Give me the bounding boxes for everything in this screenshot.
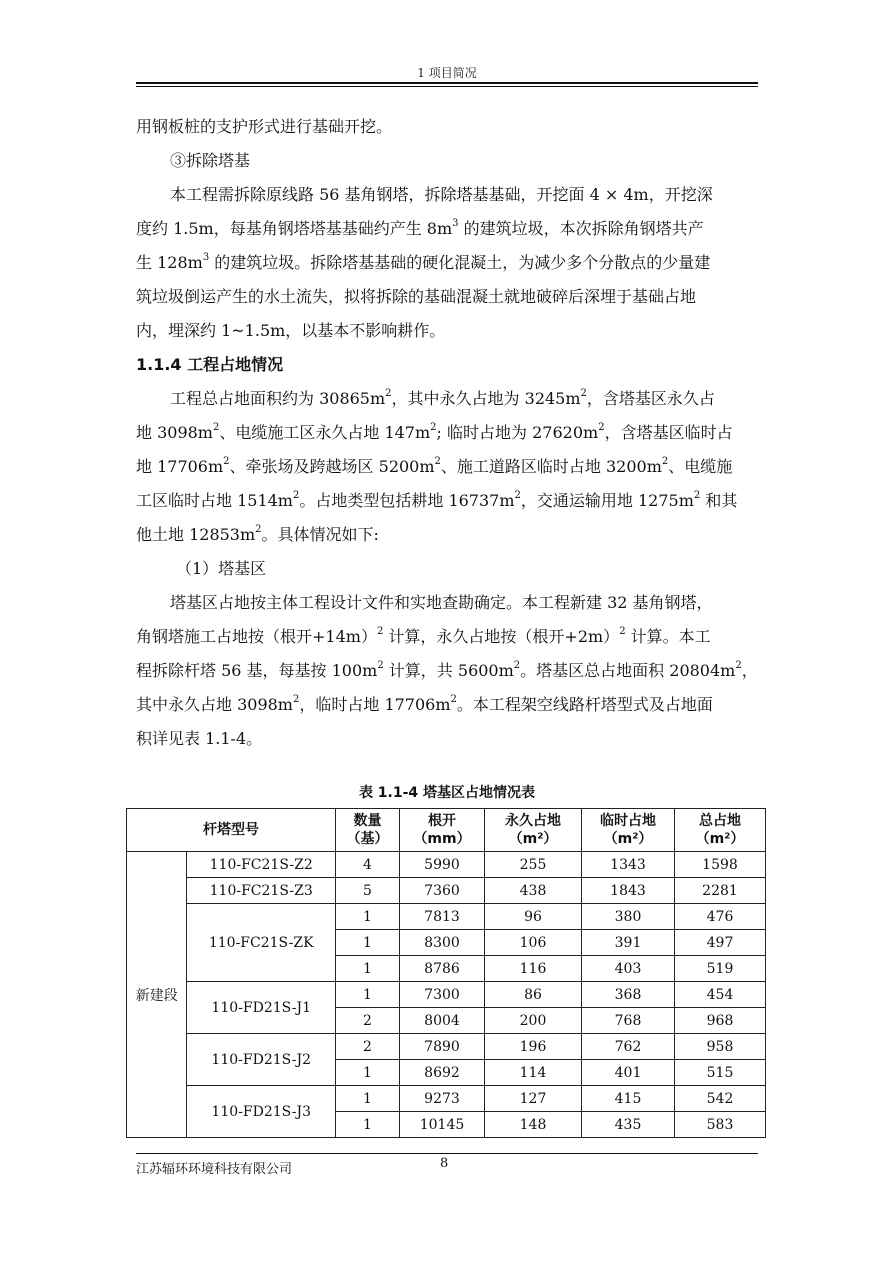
table-row [127, 1086, 766, 1112]
cell-perm: 96 [485, 904, 582, 930]
cell-total: 454 [675, 982, 766, 1008]
col-header-total: 总占地 （m²） [675, 809, 766, 852]
cell-temp: 1843 [582, 878, 675, 904]
footer-company: 江苏辐环环境科技有限公司 [136, 1162, 293, 1177]
cell-count: 1 [336, 1060, 400, 1086]
cell-total: 519 [675, 956, 766, 982]
header-rule-thick [136, 82, 758, 84]
cell-count: 2 [336, 1034, 400, 1060]
cell-span: 10145 [400, 1112, 485, 1138]
col-header-type: 杆塔型号 [127, 809, 336, 852]
cell-span: 8786 [400, 956, 485, 982]
table-body [127, 852, 766, 1138]
footer-rule [136, 1153, 758, 1154]
cell-temp: 380 [582, 904, 675, 930]
cell-count: 1 [336, 904, 400, 930]
cell-perm: 106 [485, 930, 582, 956]
cell-total: 958 [675, 1034, 766, 1060]
paragraph: 积详见表 1.1-4。 [136, 729, 263, 748]
cell-count: 5 [336, 878, 400, 904]
cell-total: 497 [675, 930, 766, 956]
paragraph: 内，埋深约 1~1.5m，以基本不影响耕作。 [136, 321, 446, 340]
cell-perm: 200 [485, 1008, 582, 1034]
tower-area-table [126, 808, 766, 1138]
cell-span: 9273 [400, 1086, 485, 1112]
cell-total: 1598 [675, 852, 766, 878]
paragraph: 地 $17706m^2$、牵张场及跨越场区 $5200m^2$、施工道路区临时占地 $3200m^2$、电缆施 [136, 455, 733, 476]
paragraph: 度约 1.5m，每基角钢塔塔基基础约产生 $8m^3$ 的建筑垃圾，本次拆除角钢塔共产 [136, 217, 704, 238]
cell-total: 583 [675, 1112, 766, 1138]
subheading-tower-area: （1）塔基区 [176, 559, 267, 578]
table-row [127, 878, 766, 904]
paragraph: 生 $128m^3$ 的建筑垃圾。拆除塔基基础的硬化混凝土，为减少多个分散点的少量建 [136, 251, 711, 272]
paragraph: 工程总占地面积约为 $30865m^2$，其中永久占地为 $3245m^2$，含塔基区永久占 [170, 387, 715, 408]
subheading-demolish: ③拆除塔基 [170, 151, 251, 170]
cell-total: 2281 [675, 878, 766, 904]
running-header: 1 项目简况 [417, 66, 477, 80]
cell-perm: 116 [485, 956, 582, 982]
col-header-span: 根开 （mm） [400, 809, 485, 852]
cell-span: 7890 [400, 1034, 485, 1060]
col-header-count: 数量 （基） [336, 809, 400, 852]
table-row [127, 1034, 766, 1060]
cell-perm: 196 [485, 1034, 582, 1060]
table-caption: 表 1.1-4 塔基区占地情况表 [358, 785, 536, 801]
cell-temp: 768 [582, 1008, 675, 1034]
cell-perm: 255 [485, 852, 582, 878]
cell-span: 8300 [400, 930, 485, 956]
section-heading: 1.1.4 工程占地情况 [136, 355, 284, 374]
cell-span: 7813 [400, 904, 485, 930]
paragraph: 用钢板桩的支护形式进行基础开挖。 [136, 117, 393, 136]
paragraph: 筑垃圾倒运产生的水土流失，拟将拆除的基础混凝土就地破碎后深埋于基础占地 [136, 287, 697, 306]
cell-perm: 127 [485, 1086, 582, 1112]
paragraph: 本工程需拆除原线路 56 基角钢塔，拆除塔基基础，开挖面 4 × 4m，开挖深 [170, 185, 713, 204]
cell-count: 2 [336, 1008, 400, 1034]
cell-span: 8004 [400, 1008, 485, 1034]
cell-temp: 415 [582, 1086, 675, 1112]
cell-count: 1 [336, 1112, 400, 1138]
cell-temp: 403 [582, 956, 675, 982]
table-row [127, 904, 766, 930]
cell-count: 1 [336, 956, 400, 982]
cell-perm: 148 [485, 1112, 582, 1138]
paragraph: 他土地 $12853m^2$。具体情况如下: [136, 523, 379, 544]
paragraph: 角钢塔施工占地按（根开+14m）$^2$ 计算，永久占地按（根开+2m）$^2$ 计算。本工 [136, 625, 711, 646]
cell-temp: 368 [582, 982, 675, 1008]
table-row [127, 852, 766, 878]
col-header-perm: 永久占地 （m²） [485, 809, 582, 852]
cell-total: 968 [675, 1008, 766, 1034]
header-rule-thin [136, 86, 758, 87]
tower-type-cell: 110-FD21S-J2 [187, 1034, 336, 1086]
cell-temp: 435 [582, 1112, 675, 1138]
cell-temp: 1343 [582, 852, 675, 878]
tower-type-cell: 110-FD21S-J1 [187, 982, 336, 1034]
section-label-cell: 新建段 [127, 852, 187, 1138]
tower-type-cell: 110-FC21S-Z2 [187, 852, 336, 878]
body-text [136, 110, 758, 756]
table-row [127, 982, 766, 1008]
tower-type-cell: 110-FC21S-Z3 [187, 878, 336, 904]
cell-count: 1 [336, 982, 400, 1008]
table-header-row [127, 809, 766, 852]
cell-perm: 114 [485, 1060, 582, 1086]
paragraph: 工区临时占地 $1514m^2$。占地类型包括耕地 $16737m^2$，交通运输用地 $1275m^2$ 和其 [136, 489, 738, 510]
cell-total: 542 [675, 1086, 766, 1112]
cell-perm: 86 [485, 982, 582, 1008]
col-header-temp: 临时占地 （m²） [582, 809, 675, 852]
paragraph: 塔基区占地按主体工程设计文件和实地查勘确定。本工程新建 32 基角钢塔， [170, 593, 713, 612]
cell-temp: 391 [582, 930, 675, 956]
cell-perm: 438 [485, 878, 582, 904]
tower-type-cell: 110-FC21S-ZK [187, 904, 336, 982]
cell-count: 1 [336, 930, 400, 956]
cell-span: 5990 [400, 852, 485, 878]
cell-temp: 762 [582, 1034, 675, 1060]
cell-total: 515 [675, 1060, 766, 1086]
cell-span: 7300 [400, 982, 485, 1008]
cell-span: 7360 [400, 878, 485, 904]
cell-span: 8692 [400, 1060, 485, 1086]
tower-type-cell: 110-FD21S-J3 [187, 1086, 336, 1138]
cell-count: 1 [336, 1086, 400, 1112]
paragraph: 地 $3098m^2$、电缆施工区永久占地 $147m^2$; 临时占地为 $27620m^2$，含塔基区临时占 [136, 421, 733, 442]
cell-temp: 401 [582, 1060, 675, 1086]
paragraph: 其中永久占地 $3098m^2$，临时占地 $17706m^2$。本工程架空线路杆塔型式及占地面 [136, 693, 713, 714]
paragraph: 程拆除杆塔 56 基，每基按 $100m^2$ 计算，共 $5600m^2$。塔基区总占地面积 $20804m^2$， [136, 659, 758, 680]
page-number: 8 [440, 1156, 449, 1171]
cell-total: 476 [675, 904, 766, 930]
cell-count: 4 [336, 852, 400, 878]
